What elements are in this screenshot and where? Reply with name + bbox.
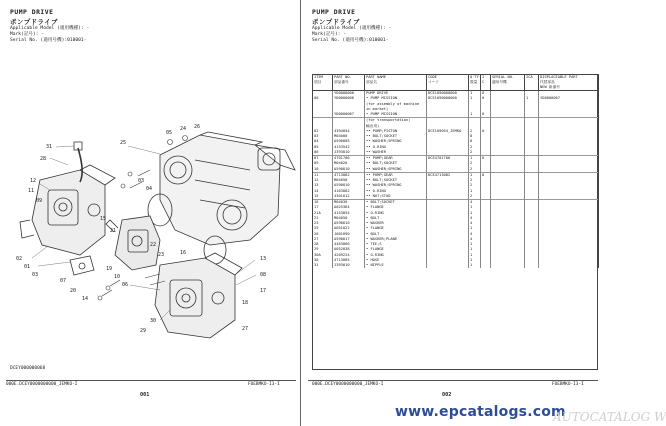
col-code: CODE コード <box>427 75 469 91</box>
cell-part-name: •• O-RING <box>365 189 427 194</box>
cell-qty: 1 <box>469 172 481 178</box>
parts-table-header <box>313 75 599 91</box>
cell-code: DCE1090000000 <box>427 91 469 97</box>
cell-part-no: 4209224 <box>333 253 365 258</box>
cell-part-no: A590010 <box>333 221 365 226</box>
callout-label: 02 <box>16 256 23 262</box>
page-number: 001 <box>140 392 150 398</box>
cell-qty: 4 <box>469 221 481 226</box>
cell-qty: 8 <box>469 134 481 139</box>
right-page <box>302 0 603 426</box>
cell-qty: 1 <box>469 205 481 210</box>
cell-part-no: YD0000000 <box>333 91 365 97</box>
cell-part-name: PUMP DRIVE <box>365 91 427 97</box>
col-ica: ICA <box>525 75 539 91</box>
callout-label: 09 <box>36 198 43 204</box>
cell-ic: 0 <box>481 112 491 118</box>
cell-part-no: A590010 <box>333 183 365 188</box>
cell-item: 13 <box>313 183 333 188</box>
cell-item: 14 <box>313 189 333 194</box>
cell-part-no: 4153054 <box>333 211 365 216</box>
cell-ic: 0 <box>481 129 491 134</box>
cell-part-no: 4463066 <box>333 242 365 247</box>
cell-part-name: • BOLT <box>365 232 427 237</box>
cell-item: 17 <box>313 205 333 210</box>
cell-item: 11 <box>313 172 333 178</box>
cell-part-no: A590010 <box>333 167 365 173</box>
cell-item: 02 <box>313 129 333 134</box>
cell-part-name: (for assembly of machine <box>365 102 427 107</box>
cell-part-name: • WASHER <box>365 221 427 226</box>
cell-ic: 0 <box>481 156 491 162</box>
callout-label: 15 <box>100 216 107 222</box>
cell-qty: 2 <box>469 150 481 156</box>
callout-label: 25 <box>120 140 127 146</box>
cell-qty: 2 <box>469 129 481 134</box>
cell-code <box>427 263 469 268</box>
cell-part-no: YD0000067 <box>333 112 365 118</box>
cell-ica: 1 <box>525 96 539 101</box>
cell-part-name: •• NUT;STUD <box>365 194 427 200</box>
cell-qty: 1 <box>469 242 481 247</box>
cell-qty: 1 <box>469 253 481 258</box>
footer-ref: FUEBMKO-I3-I <box>552 382 584 387</box>
cell-part-name: • WASHER;PLANE <box>365 237 427 242</box>
cell-part-name: •• O-RING <box>365 145 427 150</box>
cell-part-name: •• BOLT;SOCKET <box>365 161 427 166</box>
cell-part-no: A051022 <box>333 226 365 231</box>
cell-part-no: M04050 <box>333 178 365 183</box>
callout-label: 28 <box>40 156 47 162</box>
cell-qty: 1 <box>469 91 481 97</box>
callout-label: 29 <box>140 328 147 334</box>
cell-qty: 1 <box>469 112 481 118</box>
callout-label: 01 <box>24 264 31 270</box>
mark: Mark(記号): - <box>312 32 347 37</box>
col-part-name: PART NAME 部品名 <box>365 75 427 91</box>
cell-part-name: •• PUMP;PISTON <box>365 129 427 134</box>
cell-code: DCE4701706 <box>427 156 469 162</box>
callout-label: 10 <box>114 274 121 280</box>
cell-item: 04 <box>313 139 333 144</box>
cell-part-no: A590005 <box>333 139 365 144</box>
cell-part-no: YD0000000 <box>333 96 365 101</box>
cell-item: 10 <box>313 167 333 173</box>
footer-code: 000E.DCEY0000000000_JEMKO-I <box>6 382 78 387</box>
cell-part-name: •• WASHER <box>365 150 427 156</box>
cell-item: 25 <box>313 226 333 231</box>
left-page <box>0 0 301 426</box>
cell-qty: 1 <box>469 96 481 101</box>
cell-part-no: A052038 <box>333 247 365 252</box>
callout-label: 17 <box>260 288 267 294</box>
cell-item: 30A <box>313 253 333 258</box>
callout-label: 07 <box>60 278 67 284</box>
page-title-jp: ポンプドライブ <box>10 18 58 26</box>
cell-ic: 0 <box>481 172 491 178</box>
cell-item: 16 <box>313 200 333 206</box>
watermark-link[interactable]: www.epcatalogs.com <box>395 404 566 420</box>
callout-label: 04 <box>146 186 153 192</box>
callout-label: 05 <box>166 130 173 136</box>
cell-part-name: (for transportation) <box>365 118 427 124</box>
callout-label: 24 <box>180 126 187 132</box>
callout-label: 23 <box>158 252 165 258</box>
callout-label: 03 <box>138 178 145 184</box>
cell-item: 05 <box>313 145 333 150</box>
footer-rule <box>308 380 598 381</box>
cell-qty: 2 <box>469 167 481 173</box>
table-row <box>313 263 599 268</box>
cell-ic: 0 <box>481 96 491 101</box>
exploded-parts-diagram <box>10 70 295 340</box>
cell-part-name: •• WASHER;SPRING <box>365 167 427 173</box>
cell-qty: 4 <box>469 200 481 206</box>
footer-code: 000E.DCEY0000000000_JEMKO-I <box>312 382 384 387</box>
cell-item: 27 <box>313 237 333 242</box>
col-displaceable: DISPLACEABLE PART 代替部品 NEW 新番号 <box>539 75 599 91</box>
cell-part-name: •• PUMP;GEAR <box>365 156 427 162</box>
parts-table-body <box>313 91 599 269</box>
cell-part-name: • O-RING <box>365 211 427 216</box>
cell-qty: 4 <box>469 232 481 237</box>
cell-part-name: •• PUMP;GEAR <box>365 172 427 178</box>
callout-label: 27 <box>242 326 249 332</box>
cell-part-no: 4394054 <box>333 129 365 134</box>
cell-part-no: M04050 <box>333 216 365 221</box>
callout-label: 26 <box>194 124 201 130</box>
cell-part-name: in market) <box>365 107 427 112</box>
footer-rule <box>6 380 296 381</box>
cell-part-no: 4701706 <box>333 156 365 162</box>
col-qty: Q'TY 数量 <box>469 75 481 91</box>
callout-label: 30 <box>150 318 157 324</box>
mark: Mark(記号): - <box>10 32 45 37</box>
cell-part-no: A025364 <box>333 205 365 210</box>
page-number: 002 <box>442 392 452 398</box>
cell-item: 26 <box>313 232 333 237</box>
cell-part-no: 4713082 <box>333 172 365 178</box>
cell-part-name: • BOLT <box>365 216 427 221</box>
cell-part-no: M04030 <box>333 200 365 206</box>
cell-item: 31 <box>313 263 333 268</box>
callout-label: 11 <box>28 188 35 194</box>
cell-part-name: • FLANGE <box>365 226 427 231</box>
cell-part-name: • NIPPLE <box>365 263 427 268</box>
cell-item: 22 <box>313 216 333 221</box>
page-title-en: PUMP DRIVE <box>312 8 356 16</box>
cell-code: DCE4713082 <box>427 172 469 178</box>
cell-item: 09 <box>313 161 333 166</box>
cell-qty: 2 <box>469 194 481 200</box>
cell-part-name: •• WASHER;SPRING <box>365 183 427 188</box>
cell-part-no: M04000 <box>333 134 365 139</box>
col-part-no: PART NO. 部品番号 <box>333 75 365 91</box>
serial-no: Serial No. (適用号機):010001- <box>10 38 87 43</box>
cell-qty: 1 <box>469 211 481 216</box>
cell-qty: 4 <box>469 216 481 221</box>
cell-part-name: • BOLT;SOCKET <box>365 200 427 206</box>
cell-part-name: • FLANGE <box>365 247 427 252</box>
cell-part-name: • HOSE <box>365 258 427 263</box>
footer-ref: FUEBMKO-I3-I <box>248 382 280 387</box>
cell-qty: 4 <box>469 237 481 242</box>
cell-part-no: 4163082 <box>333 189 365 194</box>
cell-item: 30 <box>313 258 333 263</box>
callout-label: 20 <box>70 288 77 294</box>
cell-qty: 1 <box>469 247 481 252</box>
applicable-model: Applicable Model (適用機種): - <box>10 26 90 31</box>
page-title-en: PUMP DRIVE <box>10 8 54 16</box>
page-header-meta <box>10 26 89 44</box>
cell-displaceable <box>539 263 599 268</box>
cell-part-no: 4301012 <box>333 194 365 200</box>
diagram-reference: DCEY000000068 <box>10 366 46 371</box>
cell-part-no: J001090 <box>333 232 365 237</box>
cell-part-no: 4153542 <box>333 145 365 150</box>
cell-part-no: 4713085 <box>333 258 365 263</box>
callout-label: 16 <box>180 250 187 256</box>
callout-label: 21 <box>110 228 117 234</box>
callout-label: 22 <box>150 242 157 248</box>
page-title-jp: ポンプドライブ <box>312 18 360 26</box>
cell-part-no: J393010 <box>333 150 365 156</box>
cell-part-name: • PUMP MISSION <box>365 96 427 101</box>
cell-item: 12 <box>313 178 333 183</box>
cell-item: 21A <box>313 211 333 216</box>
applicable-model: Applicable Model (適用機種): - <box>312 26 392 31</box>
cell-code: DCE1090000000 <box>427 96 469 101</box>
cell-qty: 1 <box>469 156 481 162</box>
cell-part-name: • O-RING <box>365 253 427 258</box>
cell-part-name: 輸出用) <box>365 124 427 129</box>
page-header-meta <box>312 26 391 44</box>
cell-item: 06 <box>313 150 333 156</box>
cell-part-name: •• WASHER;SPRING <box>365 139 427 144</box>
col-ic: I C <box>481 75 491 91</box>
cell-qty: 1 <box>469 226 481 231</box>
callout-label: 31 <box>46 144 53 150</box>
cell-item: 07 <box>313 156 333 162</box>
callout-label: 19 <box>106 266 113 272</box>
serial-no: Serial No. (適用号機):010001- <box>312 38 389 43</box>
cell-ic <box>481 263 491 268</box>
cell-part-no: M04020 <box>333 161 365 166</box>
cell-qty: 8 <box>469 139 481 144</box>
cell-qty: 2 <box>469 178 481 183</box>
cell-part-name: •• BOLT;SOCKET <box>365 178 427 183</box>
callout-label: 03 <box>32 272 39 278</box>
cell-part-name: • FLANGE <box>365 205 427 210</box>
cell-item: 23 <box>313 221 333 226</box>
cell-qty: 1 <box>469 189 481 194</box>
cell-qty: 1 <box>469 258 481 263</box>
callout-label: 14 <box>82 296 89 302</box>
cell-part-name: •• BOLT;SOCKET <box>365 134 427 139</box>
cell-code: DCE109054_JEMKO <box>427 129 469 134</box>
callout-label: 13 <box>260 256 267 262</box>
cell-qty: 1 <box>469 263 481 268</box>
cell-qty: 2 <box>469 145 481 150</box>
cell-item: 03 <box>313 134 333 139</box>
callout-label: 06 <box>122 282 129 288</box>
col-serial: SERIAL NO. 適用号機 <box>491 75 525 91</box>
cell-part-no: J393010 <box>333 263 365 268</box>
cell-part-no: A590017 <box>333 237 365 242</box>
callout-label: 12 <box>30 178 37 184</box>
cell-ica <box>525 263 539 268</box>
callout-label: 08 <box>260 272 267 278</box>
cell-item: 15 <box>313 194 333 200</box>
cell-item: 00 <box>313 96 333 101</box>
cell-part-name: • PUMP MISSION <box>365 112 427 118</box>
cell-serial <box>491 263 525 268</box>
cell-qty: 2 <box>469 183 481 188</box>
callout-label: 18 <box>242 300 249 306</box>
cell-qty: 2 <box>469 161 481 166</box>
cell-item: 29 <box>313 247 333 252</box>
cell-item: 28 <box>313 242 333 247</box>
parts-table <box>312 74 599 268</box>
cell-ic: 0 <box>481 91 491 97</box>
ghost-watermark: AUTOCATALOG W <box>553 410 666 424</box>
cell-part-name: • TEE;S <box>365 242 427 247</box>
col-item: ITEM 項目 <box>313 75 333 91</box>
cell-displaceable: YD0000067 <box>539 96 599 101</box>
